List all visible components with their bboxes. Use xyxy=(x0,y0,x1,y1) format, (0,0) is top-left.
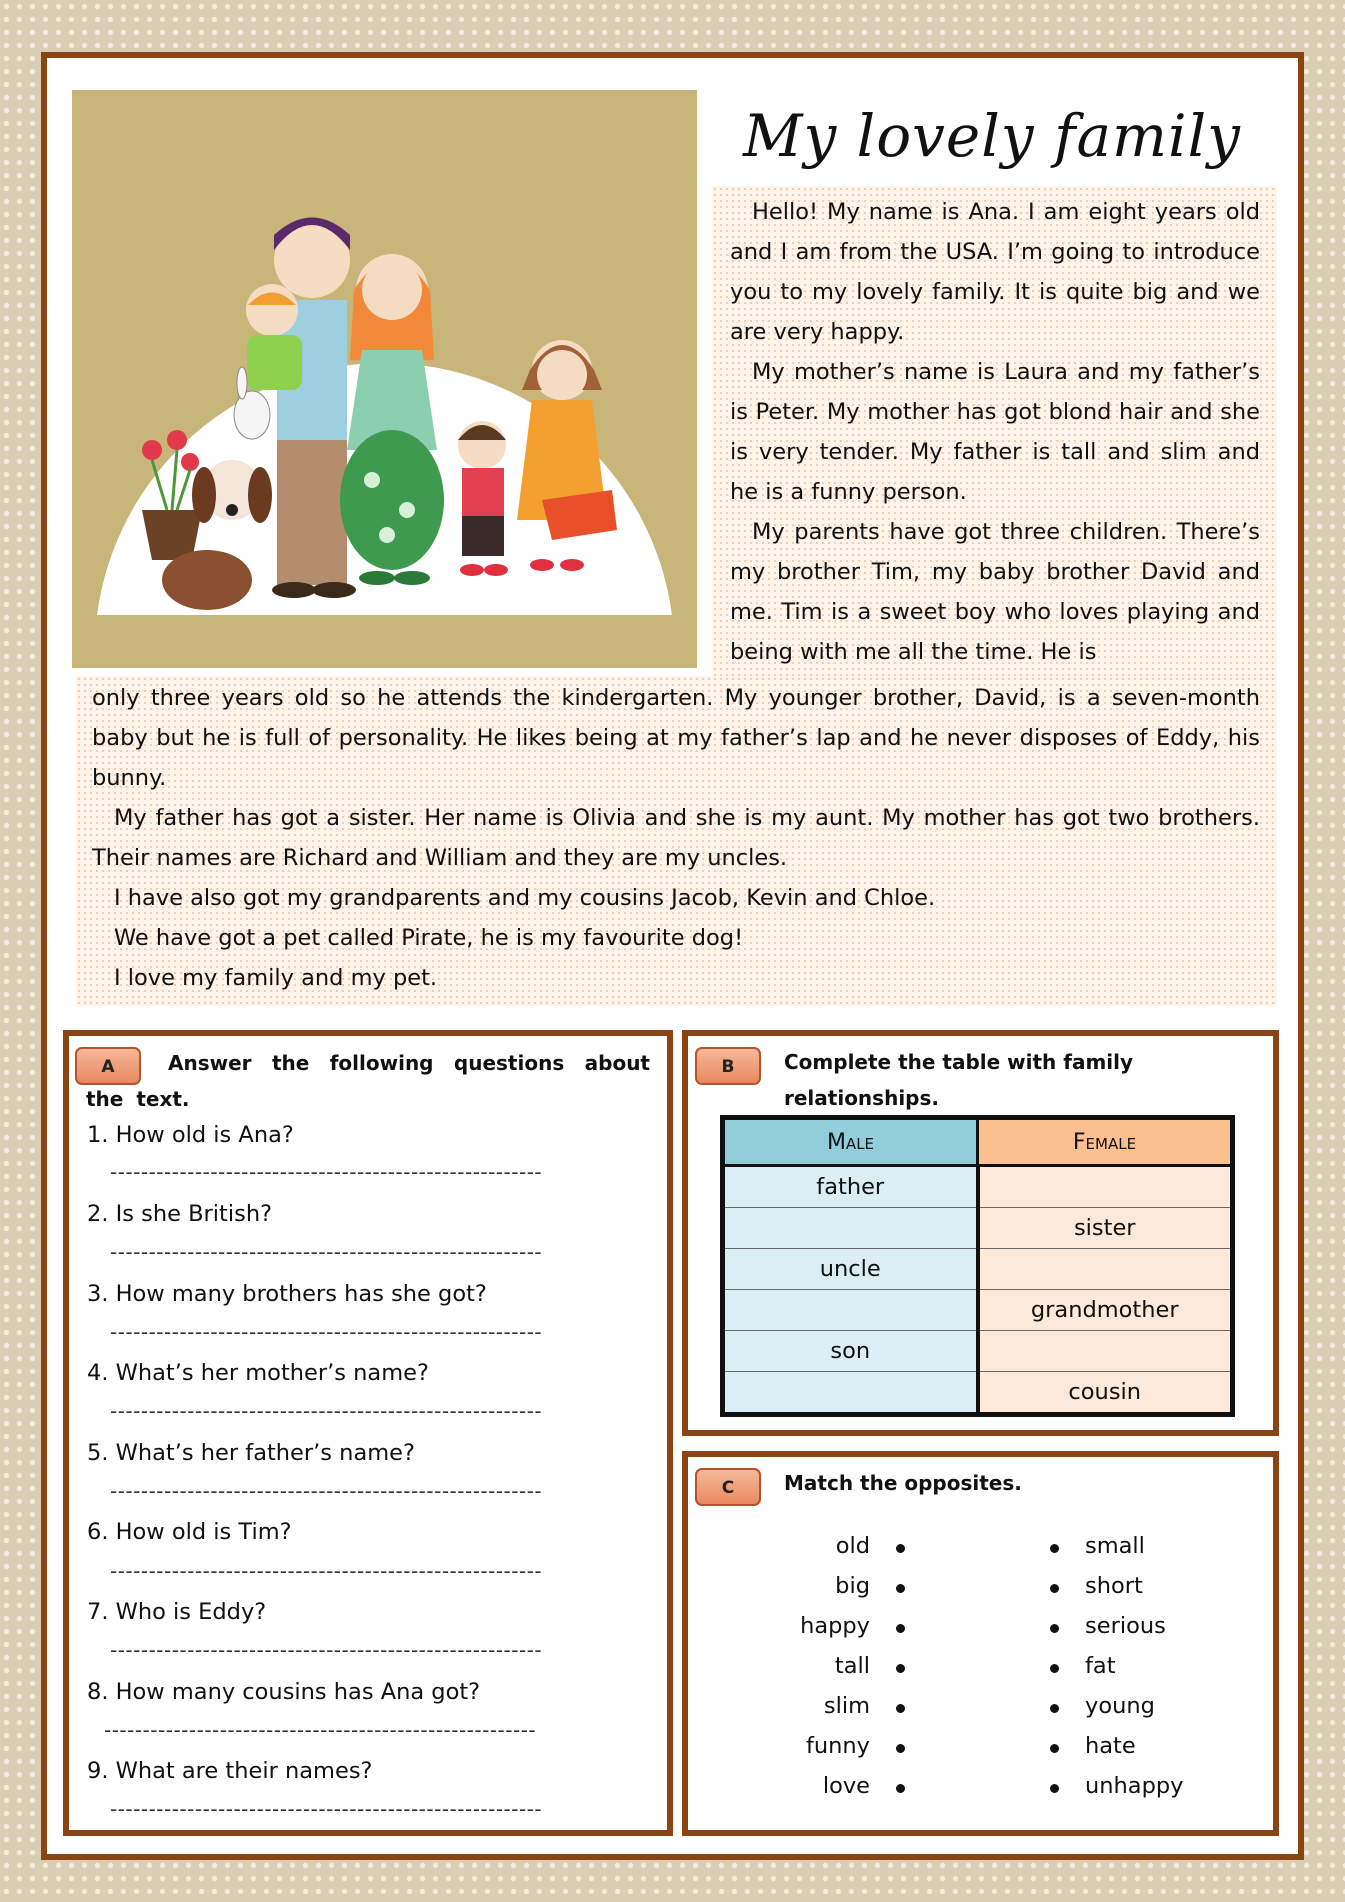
female-cell[interactable] xyxy=(978,1249,1233,1290)
answer-line-9[interactable]: -------------------------------------------------------- xyxy=(110,1797,543,1821)
table-row xyxy=(723,1249,1233,1290)
right-word: serious xyxy=(1085,1613,1166,1639)
reading-paragraph-7: I love my family and my pet. xyxy=(114,965,438,991)
right-word: fat xyxy=(1085,1653,1116,1679)
left-word: happy xyxy=(800,1613,870,1639)
section-b-instruction: Complete the table with family relationships. xyxy=(784,1050,1134,1110)
section-a-instruction: Answer the following questions about the text. xyxy=(86,1051,650,1111)
match-dot[interactable] xyxy=(896,1624,905,1633)
female-cell[interactable]: cousin xyxy=(978,1372,1233,1415)
male-cell[interactable]: uncle xyxy=(723,1249,978,1290)
male-cell[interactable] xyxy=(723,1372,978,1415)
section-b-tag: B xyxy=(695,1047,761,1085)
answer-line-6[interactable]: -------------------------------------------------------- xyxy=(110,1559,543,1583)
female-cell[interactable]: grandmother xyxy=(978,1290,1233,1331)
page-title: My lovely family xyxy=(743,102,1241,170)
section-c-instruction: Match the opposites. xyxy=(784,1471,1022,1495)
left-word: old xyxy=(835,1533,870,1559)
answer-line-7[interactable]: -------------------------------------------------------- xyxy=(110,1638,543,1662)
match-dot[interactable] xyxy=(1050,1664,1059,1673)
match-dot[interactable] xyxy=(1050,1544,1059,1553)
table-row xyxy=(723,1290,1233,1331)
male-cell[interactable]: son xyxy=(723,1331,978,1372)
question-8: 8. How many cousins has Ana got? xyxy=(87,1679,481,1705)
question-3: 3. How many brothers has she got? xyxy=(87,1281,487,1307)
table-header-row xyxy=(723,1118,1233,1166)
left-word: slim xyxy=(823,1693,870,1719)
table-row xyxy=(723,1331,1233,1372)
answer-line-2[interactable]: -------------------------------------------------------- xyxy=(110,1240,543,1264)
question-7: 7. Who is Eddy? xyxy=(87,1599,267,1625)
male-cell[interactable] xyxy=(723,1290,978,1331)
question-4: 4. What’s her mother’s name? xyxy=(87,1360,429,1386)
match-dot[interactable] xyxy=(896,1664,905,1673)
section-c-tag: C xyxy=(695,1468,761,1506)
match-dot[interactable] xyxy=(896,1704,905,1713)
reading-paragraph-5: I have also got my grandparents and my cousins Jacob, Kevin and Chloe. xyxy=(114,885,936,911)
table-row xyxy=(723,1166,1233,1208)
match-dot[interactable] xyxy=(1050,1584,1059,1593)
question-6: 6. How old is Tim? xyxy=(87,1519,292,1545)
answer-line-1[interactable]: -------------------------------------------------------- xyxy=(110,1160,543,1184)
match-dot[interactable] xyxy=(896,1544,905,1553)
section-a-tag: A xyxy=(75,1047,141,1085)
left-word: funny xyxy=(805,1733,870,1759)
answer-line-4[interactable]: -------------------------------------------------------- xyxy=(110,1399,543,1423)
table-row xyxy=(723,1208,1233,1249)
match-dot[interactable] xyxy=(896,1584,905,1593)
male-cell[interactable] xyxy=(723,1208,978,1249)
section-a-box xyxy=(63,1030,673,1836)
female-cell[interactable]: sister xyxy=(978,1208,1233,1249)
match-dot[interactable] xyxy=(1050,1744,1059,1753)
female-header: Female xyxy=(978,1118,1233,1166)
female-cell[interactable] xyxy=(978,1331,1233,1372)
right-word: hate xyxy=(1085,1733,1136,1759)
question-1: 1. How old is Ana? xyxy=(87,1122,294,1148)
right-word: small xyxy=(1085,1533,1145,1559)
reading-paragraph-2: My mother’s name is Laura and my father’s is Peter. My mother has got blond hair and she is very tender. My father is tall and slim and he is a funny person. xyxy=(730,359,1260,505)
female-cell[interactable] xyxy=(978,1166,1233,1208)
male-header: Male xyxy=(723,1118,978,1166)
right-word: young xyxy=(1085,1693,1155,1719)
question-5: 5. What’s her father’s name? xyxy=(87,1440,415,1466)
reading-paragraph-3a: My parents have got three children. There’s my brother Tim, my baby brother David and me. Tim is a sweet boy who loves playing and being with me all the time. He is xyxy=(730,519,1260,665)
right-word: unhappy xyxy=(1085,1773,1184,1799)
left-word: big xyxy=(835,1573,870,1599)
answer-line-3[interactable]: -------------------------------------------------------- xyxy=(110,1320,543,1344)
table-row xyxy=(723,1372,1233,1415)
match-dot[interactable] xyxy=(896,1784,905,1793)
left-word: tall xyxy=(834,1653,870,1679)
match-dot[interactable] xyxy=(1050,1624,1059,1633)
family-drawing xyxy=(72,90,697,668)
reading-paragraph-1: Hello! My name is Ana. I am eight years old and I am from the USA. I’m going to introduce you to my lovely family. It is quite big and we are very happy. xyxy=(730,199,1260,345)
match-dot[interactable] xyxy=(896,1744,905,1753)
match-dot[interactable] xyxy=(1050,1784,1059,1793)
question-2: 2. Is she British? xyxy=(87,1201,273,1227)
relationships-table xyxy=(720,1115,1235,1417)
answer-line-8[interactable]: -------------------------------------------------------- xyxy=(104,1718,537,1742)
match-dot[interactable] xyxy=(1050,1704,1059,1713)
section-c-box xyxy=(682,1451,1279,1836)
family-illustration xyxy=(72,90,697,668)
reading-paragraph-4: My father has got a sister. Her name is Olivia and she is my aunt. My mother has got two brothers. Their names are Richard and William and they are my uncles. xyxy=(92,805,1260,871)
reading-paragraph-3b: only three years old so he attends the kindergarten. My younger brother, David, is a seven-month baby but he is full of personality. He likes being at my father’s lap and he never disposes of Eddy, his bunny. xyxy=(92,685,1260,791)
right-word: short xyxy=(1085,1573,1143,1599)
male-cell[interactable]: father xyxy=(723,1166,978,1208)
answer-line-5[interactable]: -------------------------------------------------------- xyxy=(110,1479,543,1503)
reading-paragraph-6: We have got a pet called Pirate, he is my favourite dog! xyxy=(114,925,744,951)
question-9: 9. What are their names? xyxy=(87,1758,373,1784)
left-word: love xyxy=(822,1773,870,1799)
